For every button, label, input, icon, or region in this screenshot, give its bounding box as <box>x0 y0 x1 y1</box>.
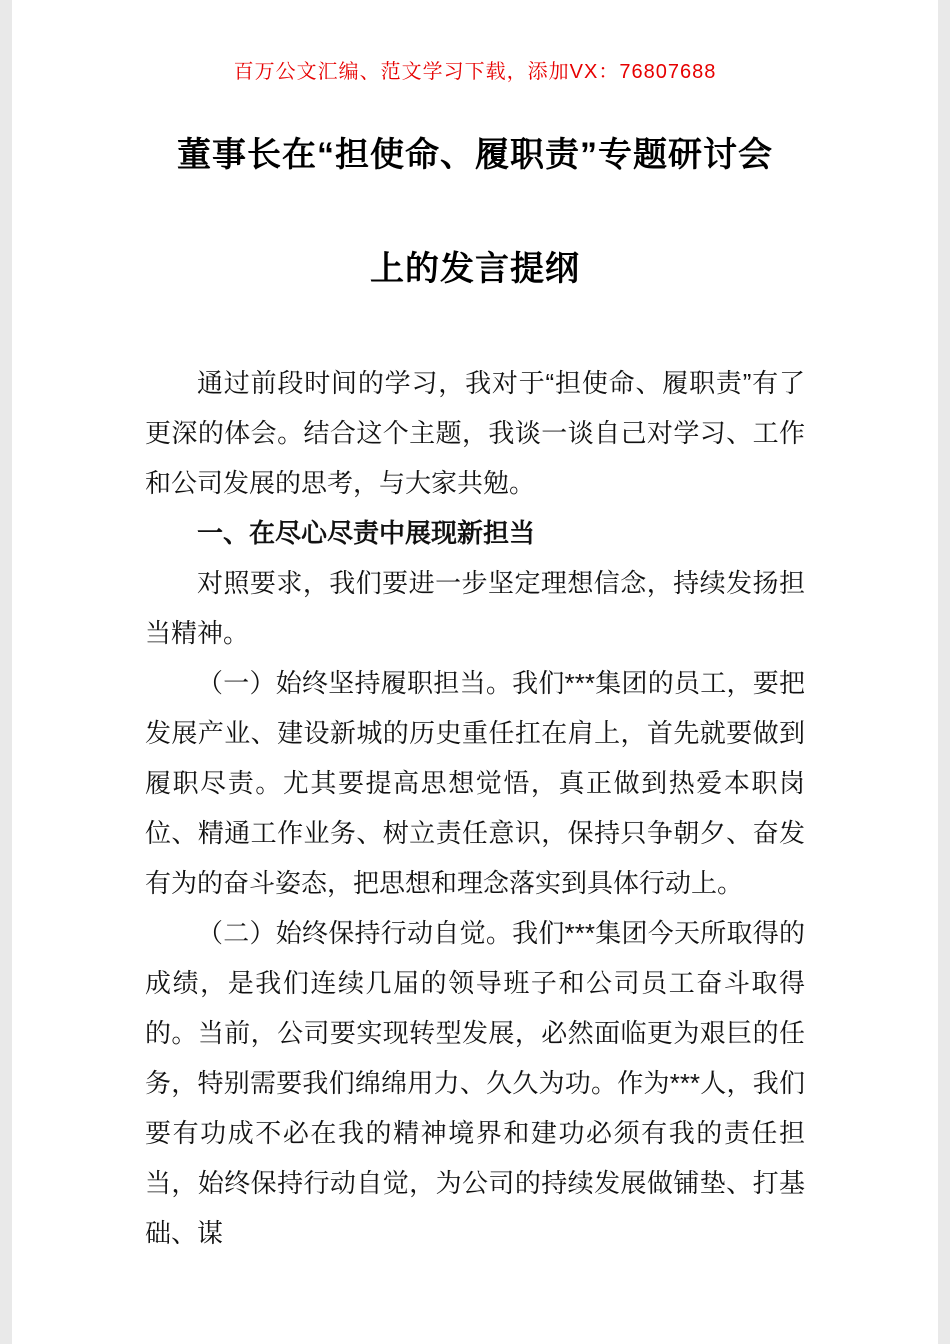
document-page <box>12 0 938 1344</box>
section-heading: 一、在尽心尽责中展现新担当 <box>197 518 536 548</box>
header-notice: 百万公文汇编、范文学习下载，添加VX：76807688 <box>233 61 717 83</box>
paragraph: 对照要求，我们要进一步坚定理想信念，持续发扬担当精神。 <box>145 568 805 648</box>
document-body <box>12 358 938 1258</box>
paragraph: （一）始终坚持履职担当。我们***集团的员工，要把发展产业、建设新城的历史重任扛在肩上，首先就要做到履职尽责。尤其要提高思想觉悟，真正做到热爱本职岗位、精通工作业务、树立责任意识，保持只争朝夕、奋发有为的奋斗姿态，把思想和理念落实到具体行动上。 <box>145 668 805 898</box>
paragraph: （二）始终保持行动自觉。我们***集团今天所取得的成绩，是我们连续几届的领导班子和公司员工奋斗取得的。当前，公司要实现转型发展，必然面临更为艰巨的任务，特别需要我们绵绵用力、久久为功。作为***人，我们要有功成不必在我的精神境界和建功必须有我的责任担当，始终保持行动自觉，为公司的持续发展做铺垫、打基础、谋 <box>145 918 805 1248</box>
doc-title-line-2: 上的发言提纲 <box>370 250 580 288</box>
paragraph: 通过前段时间的学习，我对于“担使命、履职责”有了更深的体会。结合这个主题，我谈一谈自己对学习、工作和公司发展的思考，与大家共勉。 <box>145 368 805 498</box>
doc-title-line-1: 董事长在“担使命、履职责”专题研讨会 <box>177 136 773 174</box>
